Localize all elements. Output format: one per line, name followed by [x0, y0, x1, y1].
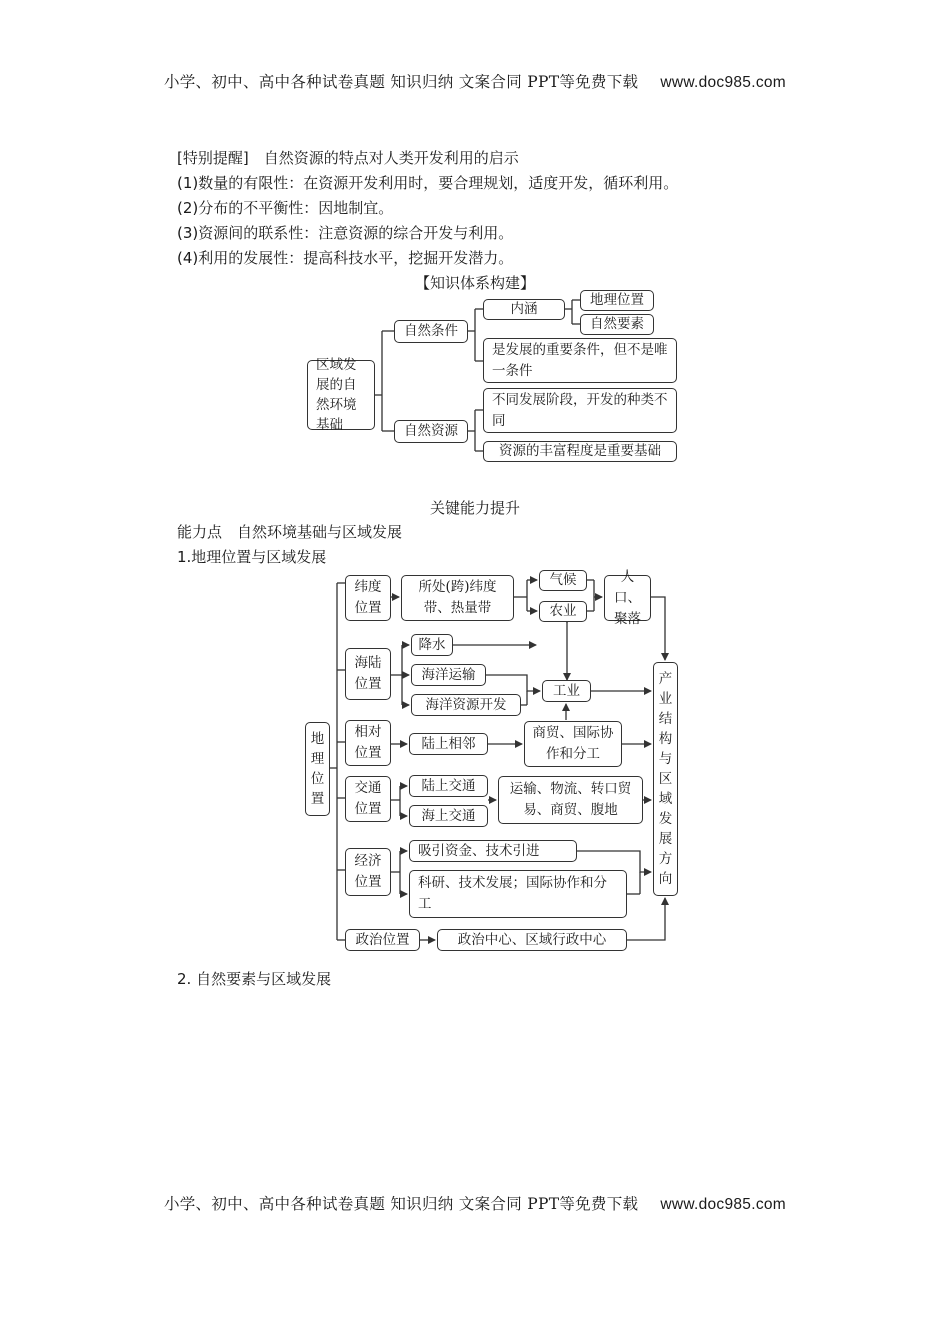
d1-root-box: 区域发展的自然环境基础: [307, 360, 375, 430]
subheading-1: 1.地理位置与区域发展: [177, 548, 327, 566]
d1-richness-box: 资源的丰富程度是重要基础: [483, 441, 677, 462]
d2-root-box: 地理位置: [305, 722, 330, 816]
d1-important-condition-box: 是发展的重要条件，但不是唯一条件: [483, 338, 677, 383]
d2-population-box: 人口、聚落: [604, 575, 651, 621]
d2-zone-box: 所处(跨)纬度带、热量带: [401, 575, 514, 621]
d2-sea-transport-box: 海上交通: [409, 805, 488, 827]
d2-industry-box: 工业: [542, 680, 591, 702]
d2-land-transport-box: 陆上交通: [409, 775, 488, 797]
d2-climate-box: 气候: [539, 570, 587, 591]
d2-neighbor-box: 陆上相邻: [409, 733, 488, 755]
d2-trade-box: 商贸、国际协作和分工: [524, 721, 622, 767]
d2-marine-box: 海洋资源开发: [411, 694, 521, 716]
d1-different-stages-box: 不同发展阶段，开发的种类不同: [483, 388, 677, 433]
d2-agriculture-box: 农业: [539, 601, 587, 622]
d2-traffic-box: 交通位置: [345, 776, 391, 822]
d1-connotation-box: 内涵: [483, 299, 565, 320]
d2-research-box: 科研、技术发展；国际协作和分工: [409, 870, 627, 918]
d1-natural-conditions-box: 自然条件: [394, 320, 468, 343]
d2-economic-box: 经济位置: [345, 848, 391, 896]
header-text: 小学、初中、高中各种试卷真题 知识归纳 文案合同 PPT等免费下载: [163, 73, 639, 91]
tip-item-1: (1)数量的有限性：在资源开发利用时，要合理规划，适度开发，循环利用。: [177, 174, 679, 192]
d2-shipping-box: 海洋运输: [411, 664, 486, 686]
d2-political-box: 政治位置: [345, 929, 420, 951]
knowledge-heading: 【知识体系构建】: [414, 274, 535, 292]
tip-item-3: (3)资源间的联系性：注意资源的综合开发与利用。: [177, 224, 514, 242]
d1-natural-factors-box: 自然要素: [580, 314, 654, 335]
d2-sealand-box: 海陆位置: [345, 648, 391, 700]
tip-title: [特别提醒] 自然资源的特点对人类开发利用的启示: [177, 149, 519, 167]
ability-heading: 关键能力提升: [429, 499, 520, 517]
header-url[interactable]: www.doc985.com: [660, 74, 787, 91]
d1-natural-resources-box: 自然资源: [394, 420, 468, 443]
tip-item-2: (2)分布的不平衡性：因地制宜。: [177, 199, 394, 217]
d1-geo-location-box: 地理位置: [580, 290, 654, 311]
d2-capital-box: 吸引资金、技术引进: [409, 840, 577, 862]
d2-logistics-box: 运输、物流、转口贸易、商贸、腹地: [498, 776, 643, 824]
d2-latitude-box: 纬度位置: [345, 575, 391, 621]
subheading-2: 2. 自然要素与区域发展: [177, 970, 332, 988]
ability-point: 能力点 自然环境基础与区域发展: [177, 523, 403, 541]
d2-result-box: 产业结构与区域发展方向: [653, 662, 678, 896]
footer-text: 小学、初中、高中各种试卷真题 知识归纳 文案合同 PPT等免费下载: [163, 1195, 639, 1213]
d2-relative-box: 相对位置: [345, 720, 391, 766]
d2-center-box: 政治中心、区域行政中心: [437, 929, 627, 951]
page-footer: [0, 1192, 950, 1214]
footer-url[interactable]: www.doc985.com: [660, 1196, 787, 1213]
d2-rain-box: 降水: [411, 634, 453, 656]
tip-item-4: (4)利用的发展性：提高科技水平，挖掘开发潜力。: [177, 249, 514, 267]
